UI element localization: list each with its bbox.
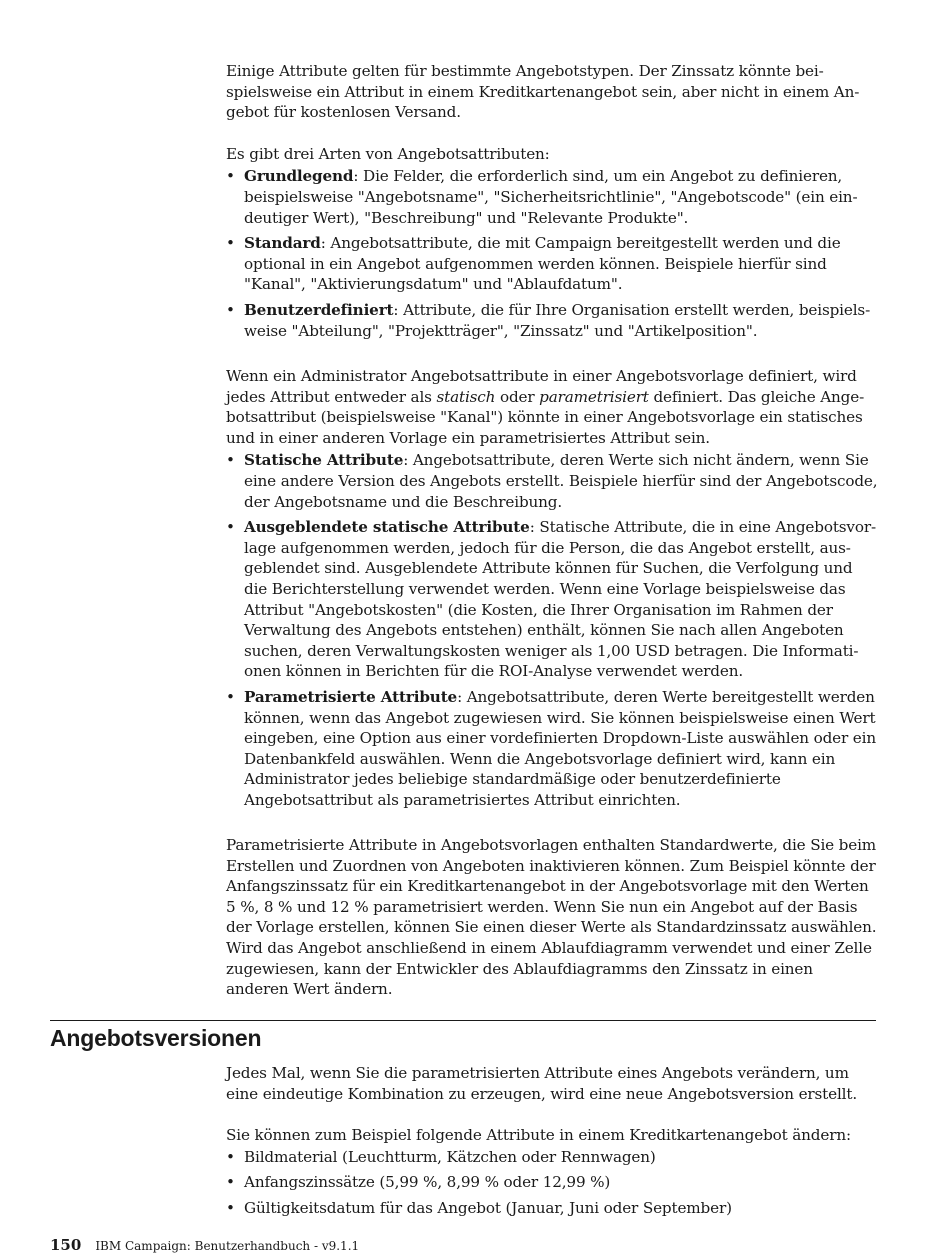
bullet-icon: • (226, 1147, 235, 1166)
definition: : Attribute, die für Ihre Organisation erstellt werden, beispielsweise "Abteilung", "Projektträger", "Zinssatz" und "Artikelposition". (244, 300, 871, 340)
section-rule (50, 1020, 876, 1021)
attribute-types-list (226, 166, 878, 341)
definition: : Die Felder, die erforderlich sind, um ein Angebot zu definieren, beispielsweise "Angebotsname", "Sicherheitsrichtlinie", "Angebotscode" (ein eindeutiger Wert), "Beschreibung" und "Relevante Produkte". (244, 167, 858, 227)
bullet-icon: • (226, 687, 235, 706)
list-item (226, 300, 878, 341)
term: Parametrisierte Attribute (244, 687, 458, 706)
term: Ausgeblendete statische Attribute (244, 518, 530, 537)
list-item: • Bildmaterial (Leuchtturm, Kätzchen oder Rennwagen) (226, 1147, 656, 1166)
page-number: 150 (50, 1236, 82, 1254)
term: Benutzerdefiniert (244, 300, 394, 319)
bullet-icon: • (226, 1198, 235, 1217)
bullet-icon: • (226, 451, 235, 470)
definition: : Angebotsattribute, deren Werte bereitgestellt werden können, wenn das Angebot zugewiesen wird. Sie können beispielsweise einen Wert eingeben, eine Option aus einer vordefinierten Dropdown-Liste auswählen oder ein Datenbankfeld auswählen. Wenn die Angebotsvorlage definiert wird, kann ein Administrator jedes beliebige standardmäßige oder benutzerdefinierte Angebotsattribut als parametrisiertes Attribut einrichten. (244, 687, 876, 809)
parametrized-term: parametrisiert (539, 387, 649, 406)
definition: : Angebotsattribute, deren Werte sich nicht ändern, wenn Sie eine andere Version des Angebots erstellt. Beispiele hierfür sind der Angebotscode, der Angebotsname und die Beschreibung. (244, 451, 878, 511)
list-item (226, 233, 878, 295)
bullet-icon: • (226, 518, 235, 537)
param-block (226, 835, 878, 1000)
types-lead-paragraph: Es gibt drei Arten von Angebotsattributen: (226, 144, 550, 163)
list-item (226, 687, 878, 811)
list-item (226, 166, 878, 228)
versions-lead-paragraph: Sie können zum Beispiel folgende Attribute in einem Kreditkartenangebot ändern: (226, 1126, 851, 1145)
versions-block (226, 1063, 878, 1219)
bullet-icon: • (226, 1173, 235, 1192)
intro-block (226, 61, 878, 341)
static-term: statisch (436, 387, 496, 406)
page-footer (50, 1237, 359, 1254)
bullet-icon: • (226, 234, 235, 253)
definition: : Angebotsattribute, die mit Campaign bereitgestellt werden und die optional in ein Angebot aufgenommen werden können. Beispiele hierfür sind "Kanal", "Aktivierungsdatum" und "Ablaufdatum". (244, 234, 841, 294)
versions-list (226, 1147, 878, 1219)
list-item (226, 450, 878, 512)
list-item (226, 517, 878, 682)
bullet-icon: • (226, 300, 235, 319)
param-paragraph: Parametrisierte Attribute in Angebotsvorlagen enthalten Standardwerte, die Sie beim Erstellen und Zuordnen von Angeboten inaktivieren können. Zum Beispiel könnte der Anfangszinssatz für ein Kreditkartenangebot in der Angebotsvorlage mit den Werten 5 %, 8 % und 12 % parametrisiert werden. Wenn Sie nun ein Angebot auf der Basis der Vorlage erstellen, können Sie einen dieser Werte als Standardzinssatz auswählen. Wird das Angebot anschließend in einem Ablaufdiagramm verwendet und einer Zelle zugewiesen, kann der Entwickler des Ablaufdiagramms den Zinssatz in einen anderen Wert ändern. (226, 836, 877, 999)
intro-paragraph: Einige Attribute gelten für bestimmte Angebotstypen. Der Zinssatz könnte beispielsweise ein Attribut in einem Kreditkartenangebot sein, aber nicht in einem Angebot für kostenlosen Versand. (226, 62, 860, 122)
admin-paragraph: Wenn ein Administrator Angebotsattribute in einer Angebotsvorlage definiert, wird jedes Attribut entweder als statisch oder parametrisiert definiert. Das gleiche Angebotsattribut (beispielsweise "Kanal") könnte in einer Angebotsvorlage ein statisches und in einer anderen Vorlage ein parametrisiertes Attribut sein. (226, 367, 865, 447)
term: Statische Attribute (244, 451, 404, 470)
term: Standard (244, 234, 321, 253)
bullet-icon: • (226, 167, 235, 186)
definition: : Statische Attribute, die in eine Angebotsvorlage aufgenommen werden, jedoch für die Person, die das Angebot erstellt, ausgeblendet sind. Ausgeblendete Attribute können für Suchen, die Verfolgung und die Berichterstellung verwendet werden. Wenn eine Vorlage beispielsweise das Attribut "Angebotskosten" (die Kosten, die Ihrer Organisation im Rahmen der Verwaltung des Angebots entstehen) enthält, können Sie nach allen Angeboten suchen, deren Verwaltungskosten weniger als 1,00 USD betragen. Die Informationen können in Berichten für die ROI-Analyse verwendet werden. (244, 518, 877, 681)
list-item: • Anfangszinssätze (5,99 %, 8,99 % oder 12,99 %) (226, 1173, 611, 1192)
section-heading: Angebotsversionen (50, 1025, 262, 1051)
attribute-kinds-list (226, 450, 878, 810)
list-item: • Gültigkeitsdatum für das Angebot (Januar, Juni oder September) (226, 1198, 732, 1217)
versions-paragraph: Jedes Mal, wenn Sie die parametrisierten Attribute eines Angebots verändern, um eine eindeutige Kombination zu erzeugen, wird eine neue Angebotsversion erstellt. (226, 1064, 858, 1103)
term: Grundlegend (244, 167, 354, 186)
footer-title: IBM Campaign: Benutzerhandbuch - v9.1.1 (95, 1239, 360, 1253)
admin-block (226, 366, 878, 810)
